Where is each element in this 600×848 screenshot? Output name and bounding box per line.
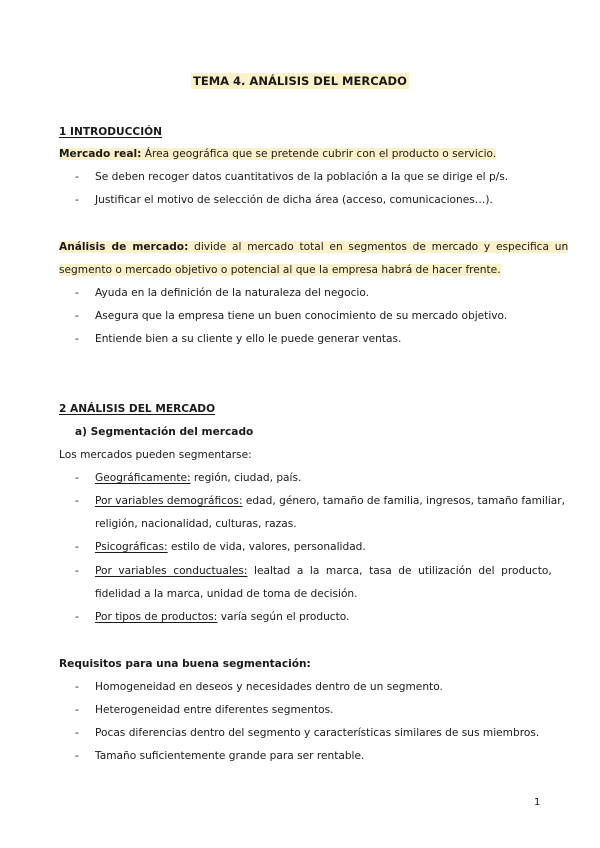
segment-label: Por variables conductuales: — [95, 565, 248, 577]
analisis-paragraph-line-2 — [59, 262, 501, 278]
bullet-dash: - — [75, 681, 79, 693]
list-item: Psicográficas: estilo de vida, valores, personalidad. — [95, 541, 366, 553]
bullet-dash: - — [75, 611, 79, 623]
bullet-dash: - — [75, 310, 79, 322]
list-item: Homogeneidad en deseos y necesidades dentro de un segmento. — [95, 681, 443, 693]
list-item: Ayuda en la definición de la naturaleza del negocio. — [95, 287, 370, 299]
segment-label: Geográficamente: — [95, 472, 191, 484]
segment-label: Por tipos de productos: — [95, 611, 218, 623]
bullet-dash: - — [75, 287, 79, 299]
bullet-dash: - — [75, 194, 79, 206]
mercado-real-paragraph — [59, 146, 496, 162]
list-item: Heterogeneidad entre diferentes segmentos. — [95, 704, 334, 716]
bullet-dash: - — [75, 727, 79, 739]
list-item: Pocas diferencias dentro del segmento y características similares de sus miembros. — [95, 727, 540, 739]
segmentation-intro: Los mercados pueden segmentarse: — [59, 449, 252, 461]
segment-label: Por variables demográficos: — [95, 495, 243, 507]
list-item: Tamaño suficientemente grande para ser rentable. — [95, 750, 365, 762]
bullet-dash: - — [75, 565, 79, 577]
list-item-continuation: fidelidad a la marca, unidad de toma de decisión. — [95, 588, 358, 600]
requirements-heading: Requisitos para una buena segmentación: — [59, 658, 311, 670]
list-item: Entiende bien a su cliente y ello le puede generar ventas. — [95, 333, 402, 345]
analisis-paragraph-line-1 — [59, 239, 568, 255]
bullet-dash: - — [75, 704, 79, 716]
list-item: Por tipos de productos: varía según el producto. — [95, 611, 350, 623]
page-number: 1 — [534, 797, 541, 808]
analisis-text-2: segmento o mercado objetivo o potencial al que la empresa habrá de hacer frente. — [59, 264, 501, 276]
bullet-dash: - — [75, 472, 79, 484]
bullet-dash: - — [75, 541, 79, 553]
analisis-text-1: divide al mercado total en segmentos de mercado y especifica un — [188, 241, 569, 253]
page-title: TEMA 4. ANÁLISIS DEL MERCADO — [193, 74, 407, 88]
list-item: Por variables conductuales: lealtad a la marca, tasa de utilización del producto, — [95, 565, 552, 577]
bullet-dash: - — [75, 333, 79, 345]
mercado-real-label: Mercado real: — [59, 148, 142, 160]
list-item: Justificar el motivo de selección de dicha área (acceso, comunicaciones…). — [95, 194, 493, 206]
list-item: Geográficamente: región, ciudad, país. — [95, 472, 302, 484]
bullet-dash: - — [75, 171, 79, 183]
bullet-dash: - — [75, 495, 79, 507]
analisis-label: Análisis de mercado: — [59, 241, 189, 253]
list-item: Por variables demográficos: edad, género, tamaño de familia, ingresos, tamaño familiar, — [95, 495, 566, 507]
bullet-dash: - — [75, 750, 79, 762]
section-2-heading: 2 ANÁLISIS DEL MERCADO — [59, 403, 216, 415]
list-item: Asegura que la empresa tiene un buen conocimiento de su mercado objetivo. — [95, 310, 508, 322]
mercado-real-text: Área geográfica que se pretende cubrir con el producto o servicio. — [141, 148, 497, 160]
segment-label: Psicográficas: — [95, 541, 168, 553]
list-item: Se deben recoger datos cuantitativos de la población a la que se dirige el p/s. — [95, 171, 509, 183]
section-1-heading: 1 INTRODUCCIÓN — [59, 126, 163, 138]
subsection-heading: a) Segmentación del mercado — [75, 426, 254, 438]
list-item-continuation: religión, nacionalidad, culturas, razas. — [95, 518, 297, 530]
